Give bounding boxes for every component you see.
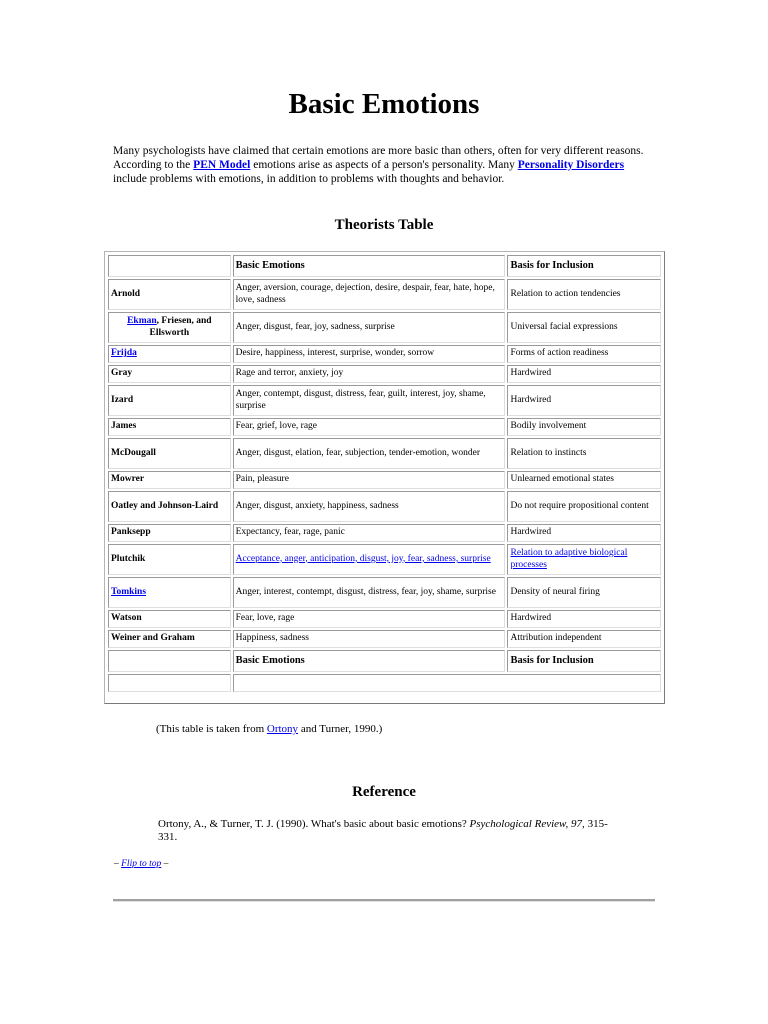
theorist-cell: Arnold [108,279,231,310]
basis-cell: Hardwired [507,524,661,542]
caption-text-2: and Turner, 1990.) [298,723,383,735]
intro-text-3: include problems with emotions, in addition to problems with thoughts and behavior. [113,173,505,185]
pen-model-link[interactable]: PEN Model [193,159,251,171]
frijda-link[interactable]: Frijda [111,348,137,359]
emotions-cell: Pain, pleasure [233,471,506,489]
footer-cell-theorist [108,650,231,672]
basis-cell [507,544,661,575]
reference-heading: Reference [352,784,416,800]
empty-cell [108,674,231,692]
theorist-cell: Plutchik [108,544,231,575]
theorist-cell: James [108,418,231,436]
flip-to-top [114,859,168,869]
table-row [108,491,661,522]
emotions-cell: Anger, disgust, elation, fear, subjection, tender-emotion, wonder [233,438,506,469]
header-cell-theorist [108,255,231,277]
theorist-cell: Watson [108,610,231,628]
emotions-cell: Anger, contempt, disgust, distress, fear, guilt, interest, joy, shame, surprise [233,385,506,416]
table-row [108,279,661,310]
ekman-link[interactable]: Ekman [127,316,157,326]
header-cell-basic-emotions: Basic Emotions [233,255,506,277]
table-header-row [108,255,661,277]
table-footer-row [108,650,661,672]
emotions-cell: Anger, interest, contempt, disgust, distress, fear, joy, shame, surprise [233,577,506,608]
intro-text-2: emotions arise as aspects of a person's personality. Many [250,159,518,171]
table-row [108,418,661,436]
empty-cell-wide [233,674,661,692]
emotions-cell: Rage and terror, anxiety, joy [233,365,506,383]
horizontal-rule [113,899,655,902]
flip-dash-left: – [114,859,122,869]
header-cell-basis-for-inclusion: Basis for Inclusion [507,255,661,277]
flip-dash-right: – [161,859,169,869]
basis-cell: Hardwired [507,385,661,416]
basis-cell: Attribution independent [507,630,661,648]
table-row [108,385,661,416]
citation-text-2: 315-331. [158,818,608,843]
personality-disorders-link[interactable]: Personality Disorders [517,159,625,171]
theorist-cell: Mowrer [108,471,231,489]
basis-cell: Relation to instincts [507,438,661,469]
emotions-cell: Anger, disgust, fear, joy, sadness, surprise [233,312,506,343]
basis-cell: Hardwired [507,610,661,628]
theorists-table-frame [104,251,665,704]
theorist-cell [108,345,231,363]
emotions-cell [233,544,506,575]
theorist-cell: Oatley and Johnson-Laird [108,491,231,522]
table-row [108,438,661,469]
theorists-table-heading: Theorists Table [334,217,434,233]
table-row [108,544,661,575]
ortony-link[interactable]: Ortony [266,723,299,735]
theorist-cell-text: , Friesen, and Ellsworth [149,316,212,338]
table-row [108,312,661,343]
basis-cell: Hardwired [507,365,661,383]
caption-text-1: (This table is taken from [156,723,267,735]
theorist-cell: McDougall [108,438,231,469]
table-row [108,610,661,628]
table-row [108,345,661,363]
theorist-cell: Panksepp [108,524,231,542]
table-row [108,577,661,608]
tomkins-link[interactable]: Tomkins [111,586,147,597]
theorist-cell [108,312,231,343]
emotions-cell: Happiness, sadness [233,630,506,648]
basis-cell: Universal facial expressions [507,312,661,343]
theorist-cell: Gray [108,365,231,383]
basis-cell: Forms of action readiness [507,345,661,363]
basis-cell: Do not require propositional content [507,491,661,522]
citation-text-1: Ortony, A., & Turner, T. J. (1990). What's basic about basic emotions? [158,818,470,830]
table-caption [156,723,382,735]
emotions-cell: Fear, grief, love, rage [233,418,506,436]
theorists-table [106,253,663,694]
table-row [108,471,661,489]
theorist-cell [108,577,231,608]
footer-cell-basic-emotions: Basic Emotions [233,650,506,672]
basis-cell: Bodily involvement [507,418,661,436]
reference-citation [158,818,608,844]
emotions-cell: Expectancy, fear, rage, panic [233,524,506,542]
page-title: Basic Emotions [288,88,480,120]
plutchik-basis-link[interactable]: Relation to adaptive biological processes [510,548,628,570]
table-empty-row [108,674,661,692]
intro-text-1: Many psychologists have claimed that certain emotions are more basic than others, often for very different reasons. According to the [113,145,644,171]
table-row [108,524,661,542]
basis-cell: Density of neural firing [507,577,661,608]
intro-paragraph [113,144,653,186]
table-row [108,630,661,648]
emotions-cell: Fear, love, rage [233,610,506,628]
theorist-cell: Weiner and Graham [108,630,231,648]
flip-to-top-link[interactable]: Flip to top [121,859,162,869]
table-row [108,365,661,383]
emotions-cell: Desire, happiness, interest, surprise, wonder, sorrow [233,345,506,363]
emotions-cell: Anger, aversion, courage, dejection, desire, despair, fear, hate, hope, love, sadness [233,279,506,310]
plutchik-emotions-link[interactable]: Acceptance, anger, anticipation, disgust, joy, fear, sadness, surprise [235,553,491,564]
footer-cell-basis-for-inclusion: Basis for Inclusion [507,650,661,672]
theorist-cell: Izard [108,385,231,416]
basis-cell: Relation to action tendencies [507,279,661,310]
basis-cell: Unlearned emotional states [507,471,661,489]
citation-journal: Psychological Review, 97, [469,818,585,830]
emotions-cell: Anger, disgust, anxiety, happiness, sadness [233,491,506,522]
